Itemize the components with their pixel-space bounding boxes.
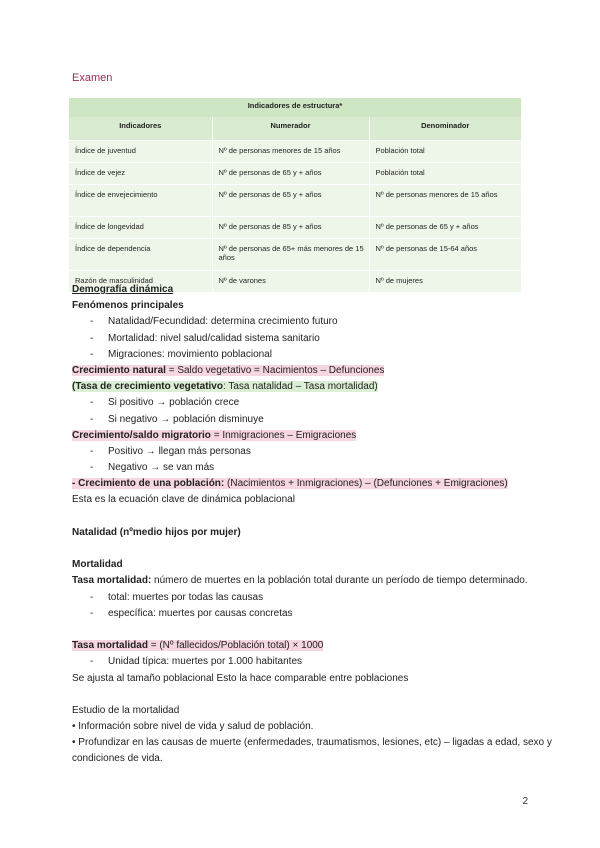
indicators-table <box>69 98 521 292</box>
crecimiento-poblacion-line: - Crecimiento de una población: (Nacimientos + Inmigraciones) – (Defunciones + Emigraciones) <box>72 478 508 490</box>
table-cell: Índice de dependencia <box>69 239 212 271</box>
list-item: - específica: muertes por causas concretas <box>90 607 293 619</box>
list-item: - total: muertes por todas las causas <box>90 591 264 603</box>
section-title-demografia: Demografía dinámica <box>72 284 174 295</box>
list-item: - Si positivo → población crece <box>90 397 240 409</box>
table-cell: Nº de personas menores de 15 años <box>212 141 369 163</box>
table-cell: Nº de personas de 65+ más menores de 15 años <box>212 239 369 271</box>
tasa-crecimiento-line: (Tasa de crecimiento vegetativo: Tasa natalidad – Tasa mortalidad) <box>72 381 378 393</box>
table-cell: Nº de personas de 65 y + años <box>212 185 369 217</box>
estudio-item-continued: condiciones de vida. <box>72 753 163 765</box>
table-header-numerador: Numerador <box>212 117 369 141</box>
table-cell: Nº de mujeres <box>369 271 521 293</box>
table-row <box>69 185 521 217</box>
list-item: - Negativo → se van más <box>90 462 215 474</box>
table-cell: Nº de varones <box>212 271 369 293</box>
table-cell: Población total <box>369 141 521 163</box>
table-cell: Índice de longevidad <box>69 217 212 239</box>
page-number: 2 <box>522 796 528 807</box>
list-item: - Positivo → llegan más personas <box>90 445 251 457</box>
mortalidad-title: Mortalidad <box>72 559 123 571</box>
table-cell: Nº de personas de 85 y + años <box>212 217 369 239</box>
table-cell: Nº de personas de 65 y + años <box>212 163 369 185</box>
table-title: Indicadores de estructura* <box>69 98 521 117</box>
estudio-item: • Información sobre nivel de vida y salud de población. <box>72 721 314 733</box>
table-header-indicadores: Indicadores <box>69 117 212 141</box>
natalidad-title: Natalidad (nºmedio hijos por mujer) <box>72 526 241 538</box>
table-row <box>69 141 521 163</box>
table-cell: Nº de personas menores de 15 años <box>369 185 521 217</box>
table-cell: Índice de envejecimiento <box>69 185 212 217</box>
table-cell: Nº de personas de 65 y + años <box>369 217 521 239</box>
crecimiento-natural-line: Crecimiento natural = Saldo vegetativo = Nacimientos – Defunciones <box>72 364 385 376</box>
table-cell: Población total <box>369 163 521 185</box>
subtitle-fenomenos: Fenómenos principales <box>72 300 184 312</box>
table-row <box>69 163 521 185</box>
ajuste-note: Se ajusta al tamaño poblacional Esto la hace comparable entre poblaciones <box>72 672 409 684</box>
page-header: Examen <box>72 72 113 84</box>
table-cell: Nº de personas de 15-64 años <box>369 239 521 271</box>
list-item: - Mortalidad: nivel salud/calidad sistema sanitario <box>90 332 320 344</box>
estudio-title: Estudio de la mortalidad <box>72 704 180 716</box>
table-header-denominador: Denominador <box>369 117 521 141</box>
table-cell: Índice de juventud <box>69 141 212 163</box>
list-item: - Si negativo → población disminuye <box>90 413 264 425</box>
ecuacion-note: Esta es la ecuación clave de dinámica poblacional <box>72 494 295 506</box>
list-item: - Unidad típica: muertes por 1.000 habitantes <box>90 656 303 668</box>
crecimiento-migratorio-line: Crecimiento/saldo migratorio = Inmigraciones – Emigraciones <box>72 429 357 441</box>
table-row <box>69 239 521 271</box>
estudio-item: • Profundizar en las causas de muerte (enfermedades, traumatismos, lesiones, etc) – ligadas a edad, sexo y <box>72 737 552 749</box>
tasa-mortalidad-formula: Tasa mortalidad = (Nº fallecidos/Población total) × 1000 <box>72 640 324 652</box>
table-cell: Razón de masculinidad <box>69 271 212 293</box>
list-item: - Natalidad/Fecundidad: determina crecimiento futuro <box>90 316 338 328</box>
tasa-mortalidad-definition: Tasa mortalidad: número de muertes en la población total durante un período de tiempo determinado. <box>72 575 528 587</box>
notes-body <box>72 282 552 768</box>
table-cell: Índice de vejez <box>69 163 212 185</box>
list-item: - Migraciones: movimiento poblacional <box>90 348 272 360</box>
table-row <box>69 217 521 239</box>
